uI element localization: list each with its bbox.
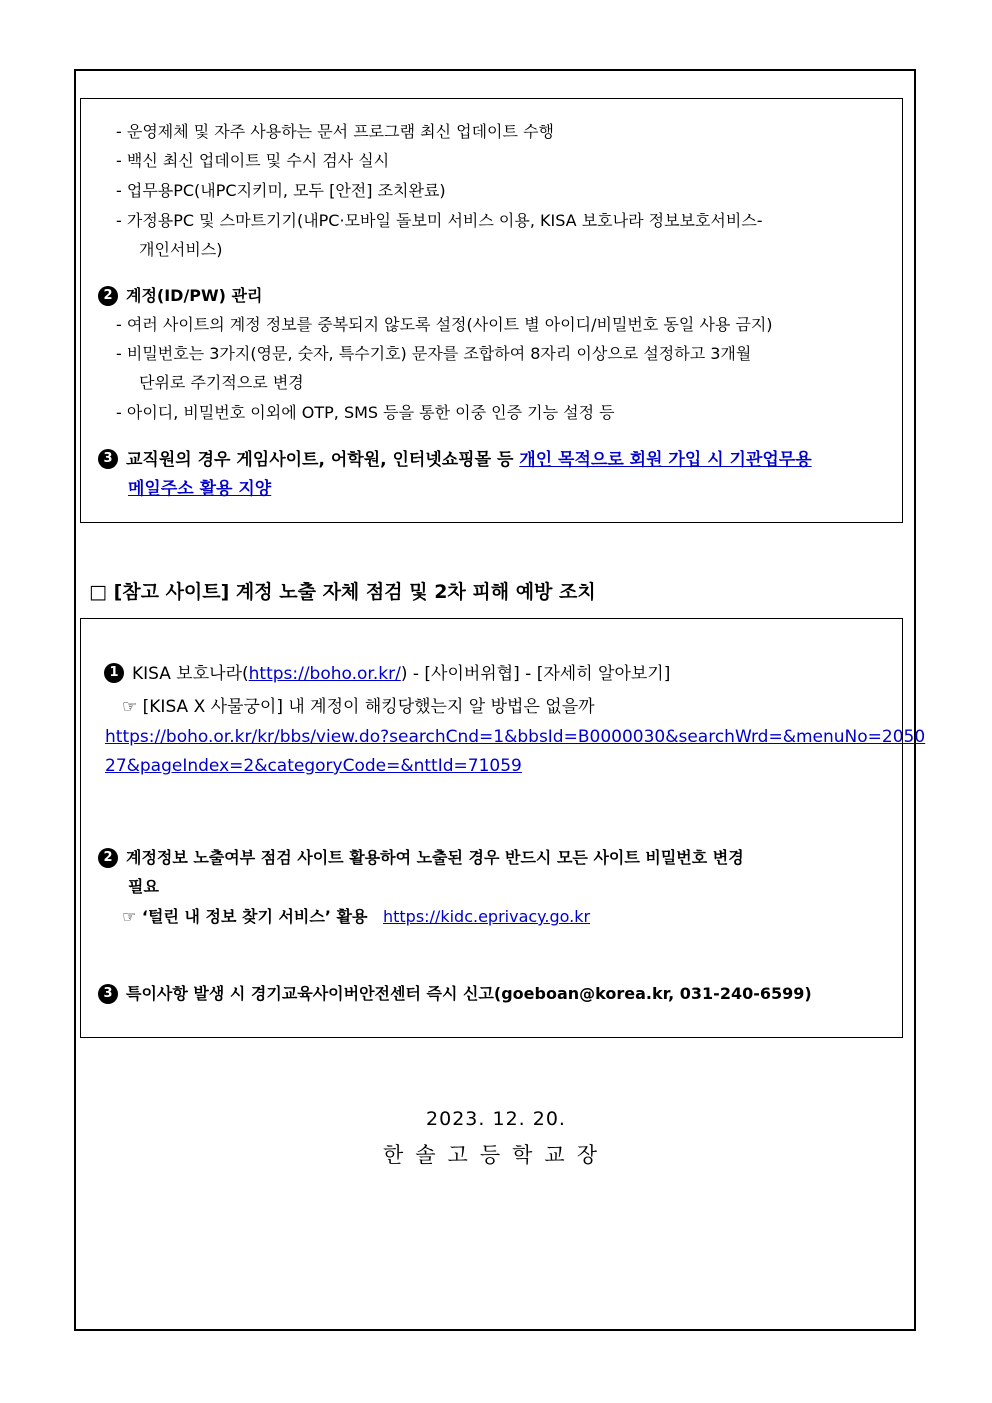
ref-item3 [98,984,812,1005]
ref-item1-sub: ☞ [KISA X 사물궁이] 내 계정이 해킹당했는지 알 방법은 없을까 [122,697,595,717]
ref-item3-text: 특이사항 발생 시 경기교육사이버안전센터 즉시 신고(goeboan@korea.kr, 031-240-6599) [126,984,812,1003]
boho-link[interactable]: https://boho.or.kr/ [248,664,401,684]
ref-item1-suffix: ) - [사이버위협] - [자세히 알아보기] [400,664,671,684]
ref-item2-line1 [98,848,744,869]
dash-item: - 가정용PC 및 스마트기기(내PC·모바일 돌보미 서비스 이용, KISA 보호나라 정보보호서비스- [116,211,763,230]
boho-article-link-line2 [105,756,522,776]
section-title: □ [참고 사이트] 계정 노출 자체 점검 및 2차 피해 예방 조치 [89,581,596,603]
issue-date: 2023. 12. 20. [426,1108,566,1130]
item2-heading [98,286,262,307]
ref-item2-line2: 필요 [128,877,159,896]
item3-line1 [98,450,812,470]
dash-item-continuation: 개인서비스) [139,240,223,259]
dash-item: - 업무용PC(내PC지키미, 모두 [안전] 조치완료) [116,181,446,200]
number-badge-1: 1 [104,663,124,683]
boho-article-link[interactable]: https://boho.or.kr/kr/bbs/view.do?searchCnd=1&bbsId=B0000030&searchWrd=&menuNo=2050 [105,727,926,747]
item3-highlight-link-cont[interactable]: 메일주소 활용 지양 [128,479,272,499]
ref-item2-sub [122,907,590,927]
ref-item2-text: 계정정보 노출여부 점검 사이트 활용하여 노출된 경우 반드시 모든 사이트 비밀번호 변경 [126,848,744,867]
dash-item: - 여러 사이트의 계정 정보를 중복되지 않도록 설정(사이트 별 아이디/비밀번호 동일 사용 금지) [116,315,773,334]
number-badge-2: 2 [98,848,118,868]
item2-title: 계정(ID/PW) 관리 [126,286,263,305]
dash-item: - 백신 최신 업데이트 및 수시 검사 실시 [116,151,390,170]
dash-item: - 비밀번호는 3가지(영문, 숫자, 특수기호) 문자를 조합하여 8자리 이상으로 설정하고 3개월 [116,344,752,363]
ref-item2-sub-text: ☞ ‘털린 내 정보 찾기 서비스’ 활용 [122,907,373,926]
dash-item: - 아이디, 비밀번호 이외에 OTP, SMS 등을 통한 이중 인증 기능 설정 등 [116,403,615,422]
number-badge-3: 3 [98,984,118,1004]
dash-item: - 운영제체 및 자주 사용하는 문서 프로그램 최신 업데이트 수행 [116,122,554,141]
kidc-link[interactable]: https://kidc.eprivacy.go.kr [382,907,591,926]
boho-article-link-cont[interactable]: 27&pageIndex=2&categoryCode=&nttId=71059 [105,756,522,776]
number-badge-2: 2 [98,286,118,306]
dash-item-continuation: 단위로 주기적으로 변경 [139,373,304,392]
item3-highlight-link[interactable]: 개인 목적으로 회원 가입 시 기관업무용 [519,450,812,470]
ref-item1-prefix: KISA 보호나라( [132,664,249,684]
boho-article-link-line1 [105,727,925,747]
ref-item1 [104,664,670,684]
number-badge-3: 3 [98,449,118,469]
school-principal: 한솔고등학교장 [382,1143,609,1167]
item3-line2 [128,479,271,499]
item3-text: 교직원의 경우 게임사이트, 어학원, 인터넷쇼핑몰 등 [126,450,520,470]
